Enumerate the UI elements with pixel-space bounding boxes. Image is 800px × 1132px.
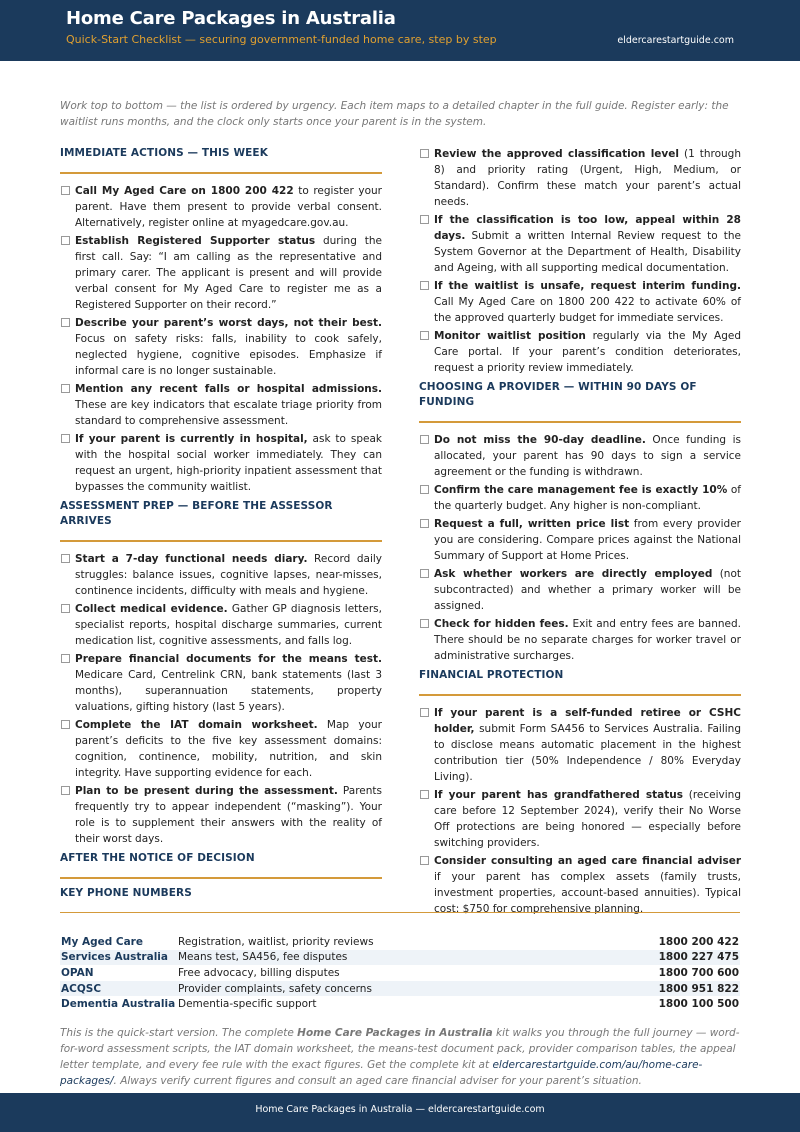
checklist-item-lead: If the waitlist is unsafe, request interim funding. — [434, 280, 741, 292]
checklist-item-text: Once funding is allocated, your parent has 90 days to sign a service agreement or the funding is withdrawn. — [434, 434, 741, 478]
phone-row — [60, 934, 740, 950]
phone-number: 1800 100 500 — [658, 998, 739, 1011]
checklist-item-text: Parents frequently try to appear independent (“masking”). Your role is to supplement their answers with the reality of their worst days. — [75, 785, 383, 845]
checklist-item — [60, 783, 382, 847]
checklist-item — [419, 705, 741, 785]
header-site-link[interactable]: eldercarestartguide.com — [617, 35, 734, 46]
checkbox[interactable] — [61, 318, 70, 327]
page-footer: Home Care Packages in Australia — eldercarestartguide.com — [0, 1093, 800, 1132]
checklist-item-lead: If the classification is too low, appeal within 28 days. — [434, 214, 741, 242]
checklist-item-lead: Do not miss the 90-day deadline. — [434, 434, 646, 446]
checklist-item-lead: Confirm the care management fee is exactly 10% — [434, 484, 728, 496]
checklist-item — [419, 212, 741, 276]
section-immediate-actions — [60, 146, 382, 495]
section-after-decision — [60, 851, 382, 879]
checklist-item-lead: Establish Registered Supporter status — [75, 235, 316, 247]
section-title: CHOOSING A PROVIDER — WITHIN 90 DAYS OF FUNDING — [419, 380, 741, 423]
checklist-item — [419, 482, 741, 514]
checklist-item-text: These are key indicators that escalate triage priority from standard to comprehensive assessment. — [75, 399, 382, 427]
checkbox[interactable] — [61, 384, 70, 393]
checklist-item-lead: Check for hidden fees. — [434, 618, 569, 630]
phone-row — [60, 981, 740, 997]
checklist-item — [60, 551, 382, 599]
checklist-item-lead: Complete the IAT domain worksheet. — [75, 719, 318, 731]
checkbox[interactable] — [420, 856, 429, 865]
checklist-item-text: (receiving care before 12 September 2024), verify their No Worse Off protections are being honored — especially before switching providers. — [434, 789, 741, 849]
phone-org: OPAN — [61, 966, 94, 979]
phone-description: Registration, waitlist, priority reviews — [178, 935, 374, 948]
left-column — [60, 146, 382, 888]
checklist-item-text: ask to speak with the hospital social worker immediately. They can request an urgent, high-priority inpatient assessment that bypasses the community waitlist. — [75, 433, 382, 493]
checklist-item-text: if your parent has complex assets (family trusts, investment properties, account-based annuities). Typical cost: $750 for comprehensive planning. — [434, 871, 741, 915]
checklist-item-lead: Consider consulting an aged care financial adviser — [434, 855, 741, 867]
checkbox[interactable] — [420, 435, 429, 444]
checkbox[interactable] — [420, 790, 429, 799]
section-title: IMMEDIATE ACTIONS — THIS WEEK — [60, 146, 382, 174]
checklist-item-text: during the first call. Say: “I am calling as the representative and primary carer. The applicant is present and will provide verbal consent for My Aged Care to register me as a Registered Supporter on their record.” — [75, 235, 383, 311]
kit-link[interactable]: eldercarestartguide.com/au/home-care-packages/ — [60, 1059, 703, 1087]
phone-number: 1800 700 600 — [658, 966, 739, 979]
checklist-item — [419, 432, 741, 480]
checklist-item-lead: If your parent is currently in hospital, — [75, 433, 308, 445]
checklist-item-lead: Review the approved classification level — [434, 148, 679, 160]
phone-number: 1800 227 475 — [574, 950, 740, 966]
checkbox[interactable] — [61, 236, 70, 245]
checklist-item-lead: Collect medical evidence. — [75, 603, 228, 615]
checklist-item-lead: Monitor waitlist position — [434, 330, 586, 342]
checklist-item — [419, 566, 741, 614]
phone-org: Dementia Australia — [61, 998, 176, 1011]
checklist-item-lead: Request a full, written price list — [434, 518, 630, 530]
checklist-item-text: of the quarterly budget. Any higher is non-compliant. — [434, 484, 741, 512]
section-title: FINANCIAL PROTECTION — [419, 668, 741, 696]
phone-description: Free advocacy, billing disputes — [178, 966, 340, 979]
checkbox[interactable] — [61, 654, 70, 663]
checkbox[interactable] — [61, 786, 70, 795]
checklist-item-lead: Ask whether workers are directly employed — [434, 568, 713, 580]
intro-text: Work top to bottom — the list is ordered by urgency. Each item maps to a detailed chapter in the full guide. Register early: the waitlist runs months, and the clock only starts once your parent is in the system. — [60, 100, 729, 128]
checkbox[interactable] — [420, 619, 429, 628]
section-financial-protection — [419, 668, 741, 917]
checklist-item — [419, 516, 741, 564]
checkbox[interactable] — [420, 569, 429, 578]
page-header — [0, 0, 800, 61]
section-assessment-prep — [60, 499, 382, 847]
checklist-item-lead: Plan to be present during the assessment. — [75, 785, 338, 797]
checkbox[interactable] — [420, 485, 429, 494]
checklist — [419, 432, 741, 664]
checklist-item-lead: Prepare financial documents for the means test. — [75, 653, 382, 665]
phone-number: 1800 200 422 — [658, 935, 739, 948]
section-title: KEY PHONE NUMBERS — [60, 886, 740, 913]
checklist-item — [419, 278, 741, 326]
phone-org: Services Australia — [60, 950, 177, 966]
phone-row — [60, 950, 740, 966]
phone-description: Means test, SA456, fee disputes — [177, 950, 574, 966]
checklist-item — [60, 601, 382, 649]
checklist-item-lead: If your parent has grandfathered status — [434, 789, 683, 801]
section-choosing-provider — [419, 380, 741, 664]
checkbox[interactable] — [420, 215, 429, 224]
phone-table — [60, 934, 740, 1012]
checkbox[interactable] — [420, 149, 429, 158]
checklist — [60, 551, 382, 847]
closing-note — [60, 1025, 740, 1089]
checklist-item-text: Call My Aged Care on 1800 200 422 to activate 60% of the approved quarterly budget for immediate services. — [434, 296, 741, 324]
document-title: Home Care Packages in Australia — [66, 8, 396, 29]
checklist-item — [419, 787, 741, 851]
checklist-item-text: Exit and entry fees are banned. There should be no separate charges for worker travel or administrative surcharges. — [434, 618, 741, 662]
closing-kit-name: Home Care Packages in Australia — [297, 1027, 493, 1039]
section-title: AFTER THE NOTICE OF DECISION — [60, 851, 382, 879]
checkbox[interactable] — [420, 281, 429, 290]
checkbox[interactable] — [61, 720, 70, 729]
phone-org: My Aged Care — [61, 935, 143, 948]
phone-description: Provider complaints, safety concerns — [177, 981, 574, 997]
checklist-item — [60, 315, 382, 379]
checklist-item-text: from every provider you are considering. Compare prices against the National Summary of Support at Home Prices. — [434, 518, 741, 562]
closing-text: . Always verify current figures and consult an aged care financial adviser for your parent’s situation. — [113, 1075, 642, 1087]
section-title: ASSESSMENT PREP — BEFORE THE ASSESSOR ARRIVES — [60, 499, 382, 542]
checklist-item-text: submit Form SA456 to Services Australia. Failing to disclose means automatic placement in the highest contribution tier (50% Independence / 80% Everyday Living). — [434, 723, 741, 783]
checklist-item-text: Gather GP diagnosis letters, specialist reports, hospital discharge summaries, current medication list, cognitive assessments, and falls log. — [75, 603, 382, 647]
checkbox[interactable] — [61, 434, 70, 443]
checklist-item — [419, 146, 741, 210]
checklist-item — [60, 431, 382, 495]
closing-text: This is the quick-start version. The complete — [60, 1027, 298, 1039]
checklist-item-lead: Describe your parent’s worst days, not their best. — [75, 317, 382, 329]
checklist-item-text: Record daily struggles: balance issues, cognitive lapses, near-misses, continence incidents, difficulty with meals and hygiene. — [75, 553, 383, 597]
checklist-item-lead: Start a 7-day functional needs diary. — [75, 553, 308, 565]
key-phone-numbers — [60, 886, 740, 1012]
checklist-item-text: (1 through 8) and priority rating (Urgent, High, Medium, or Standard). Confirm these match your parent’s actual needs. — [434, 148, 741, 208]
checklist-item — [60, 717, 382, 781]
checklist-item-lead: If your parent is a self-funded retiree or CSHC holder, — [434, 707, 741, 735]
checkbox[interactable] — [61, 604, 70, 613]
checkbox[interactable] — [420, 331, 429, 340]
checklist — [60, 183, 382, 495]
checklist-item-text: Medicare Card, Centrelink CRN, bank statements (last 3 months), superannuation statements, property valuations, gifting history (last 5 years). — [75, 669, 382, 713]
checkbox[interactable] — [61, 554, 70, 563]
checklist-item-text: Map your parent’s deficits to the five key assessment domains: cognition, continence, mobility, nutrition, and skin integrity. Have supporting evidence for each. — [75, 719, 382, 779]
checklist-item-lead: Call My Aged Care on 1800 200 422 — [75, 185, 294, 197]
document-subtitle: Quick-Start Checklist — securing government-funded home care, step by step — [66, 33, 497, 46]
phone-row — [60, 965, 740, 981]
checklist-item — [60, 233, 382, 313]
section-after-decision-continued — [419, 146, 741, 376]
phone-number: 1800 951 822 — [574, 981, 740, 997]
checklist-item — [60, 651, 382, 715]
checklist-item-text: (not subcontracted) and whether a primary worker will be assigned. — [434, 568, 741, 612]
checkbox[interactable] — [61, 186, 70, 195]
checklist-item-text: to register your parent. Have them present to provide verbal consent. Alternatively, register online at myagedcare.gov.au. — [75, 185, 382, 229]
checklist-item — [60, 183, 382, 231]
phone-row — [60, 996, 740, 1012]
checklist — [419, 146, 741, 376]
checkbox[interactable] — [420, 708, 429, 717]
phone-org: ACQSC — [60, 981, 177, 997]
phone-description: Dementia-specific support — [178, 998, 317, 1011]
checklist-item-lead: Mention any recent falls or hospital admissions. — [75, 383, 382, 395]
checklist-item-text: Submit a written Internal Review request to the System Governor at the Department of Health, Disability and Ageing, with all supporting medical documentation. — [434, 230, 741, 274]
checklist-item-text: regularly via the My Aged Care portal. If your parent’s condition deteriorates, request a priority review immediately. — [434, 330, 741, 374]
checklist-item-text: Focus on safety risks: falls, inability to cook safely, neglected hygiene, cognitive episodes. Emphasize if informal care is no longer sustainable. — [75, 333, 382, 377]
checklist-item — [419, 328, 741, 376]
checklist-item — [419, 616, 741, 664]
checklist-item — [60, 381, 382, 429]
checkbox[interactable] — [420, 519, 429, 528]
closing-text: kit walks you through the full journey — word-for-word assessment scripts, the IAT domain worksheet, the means-test document pack, provider comparison tables, the appeal letter template, and every fee rule with the exact figures. Get the complete kit at — [60, 1027, 740, 1071]
right-column — [419, 146, 741, 921]
